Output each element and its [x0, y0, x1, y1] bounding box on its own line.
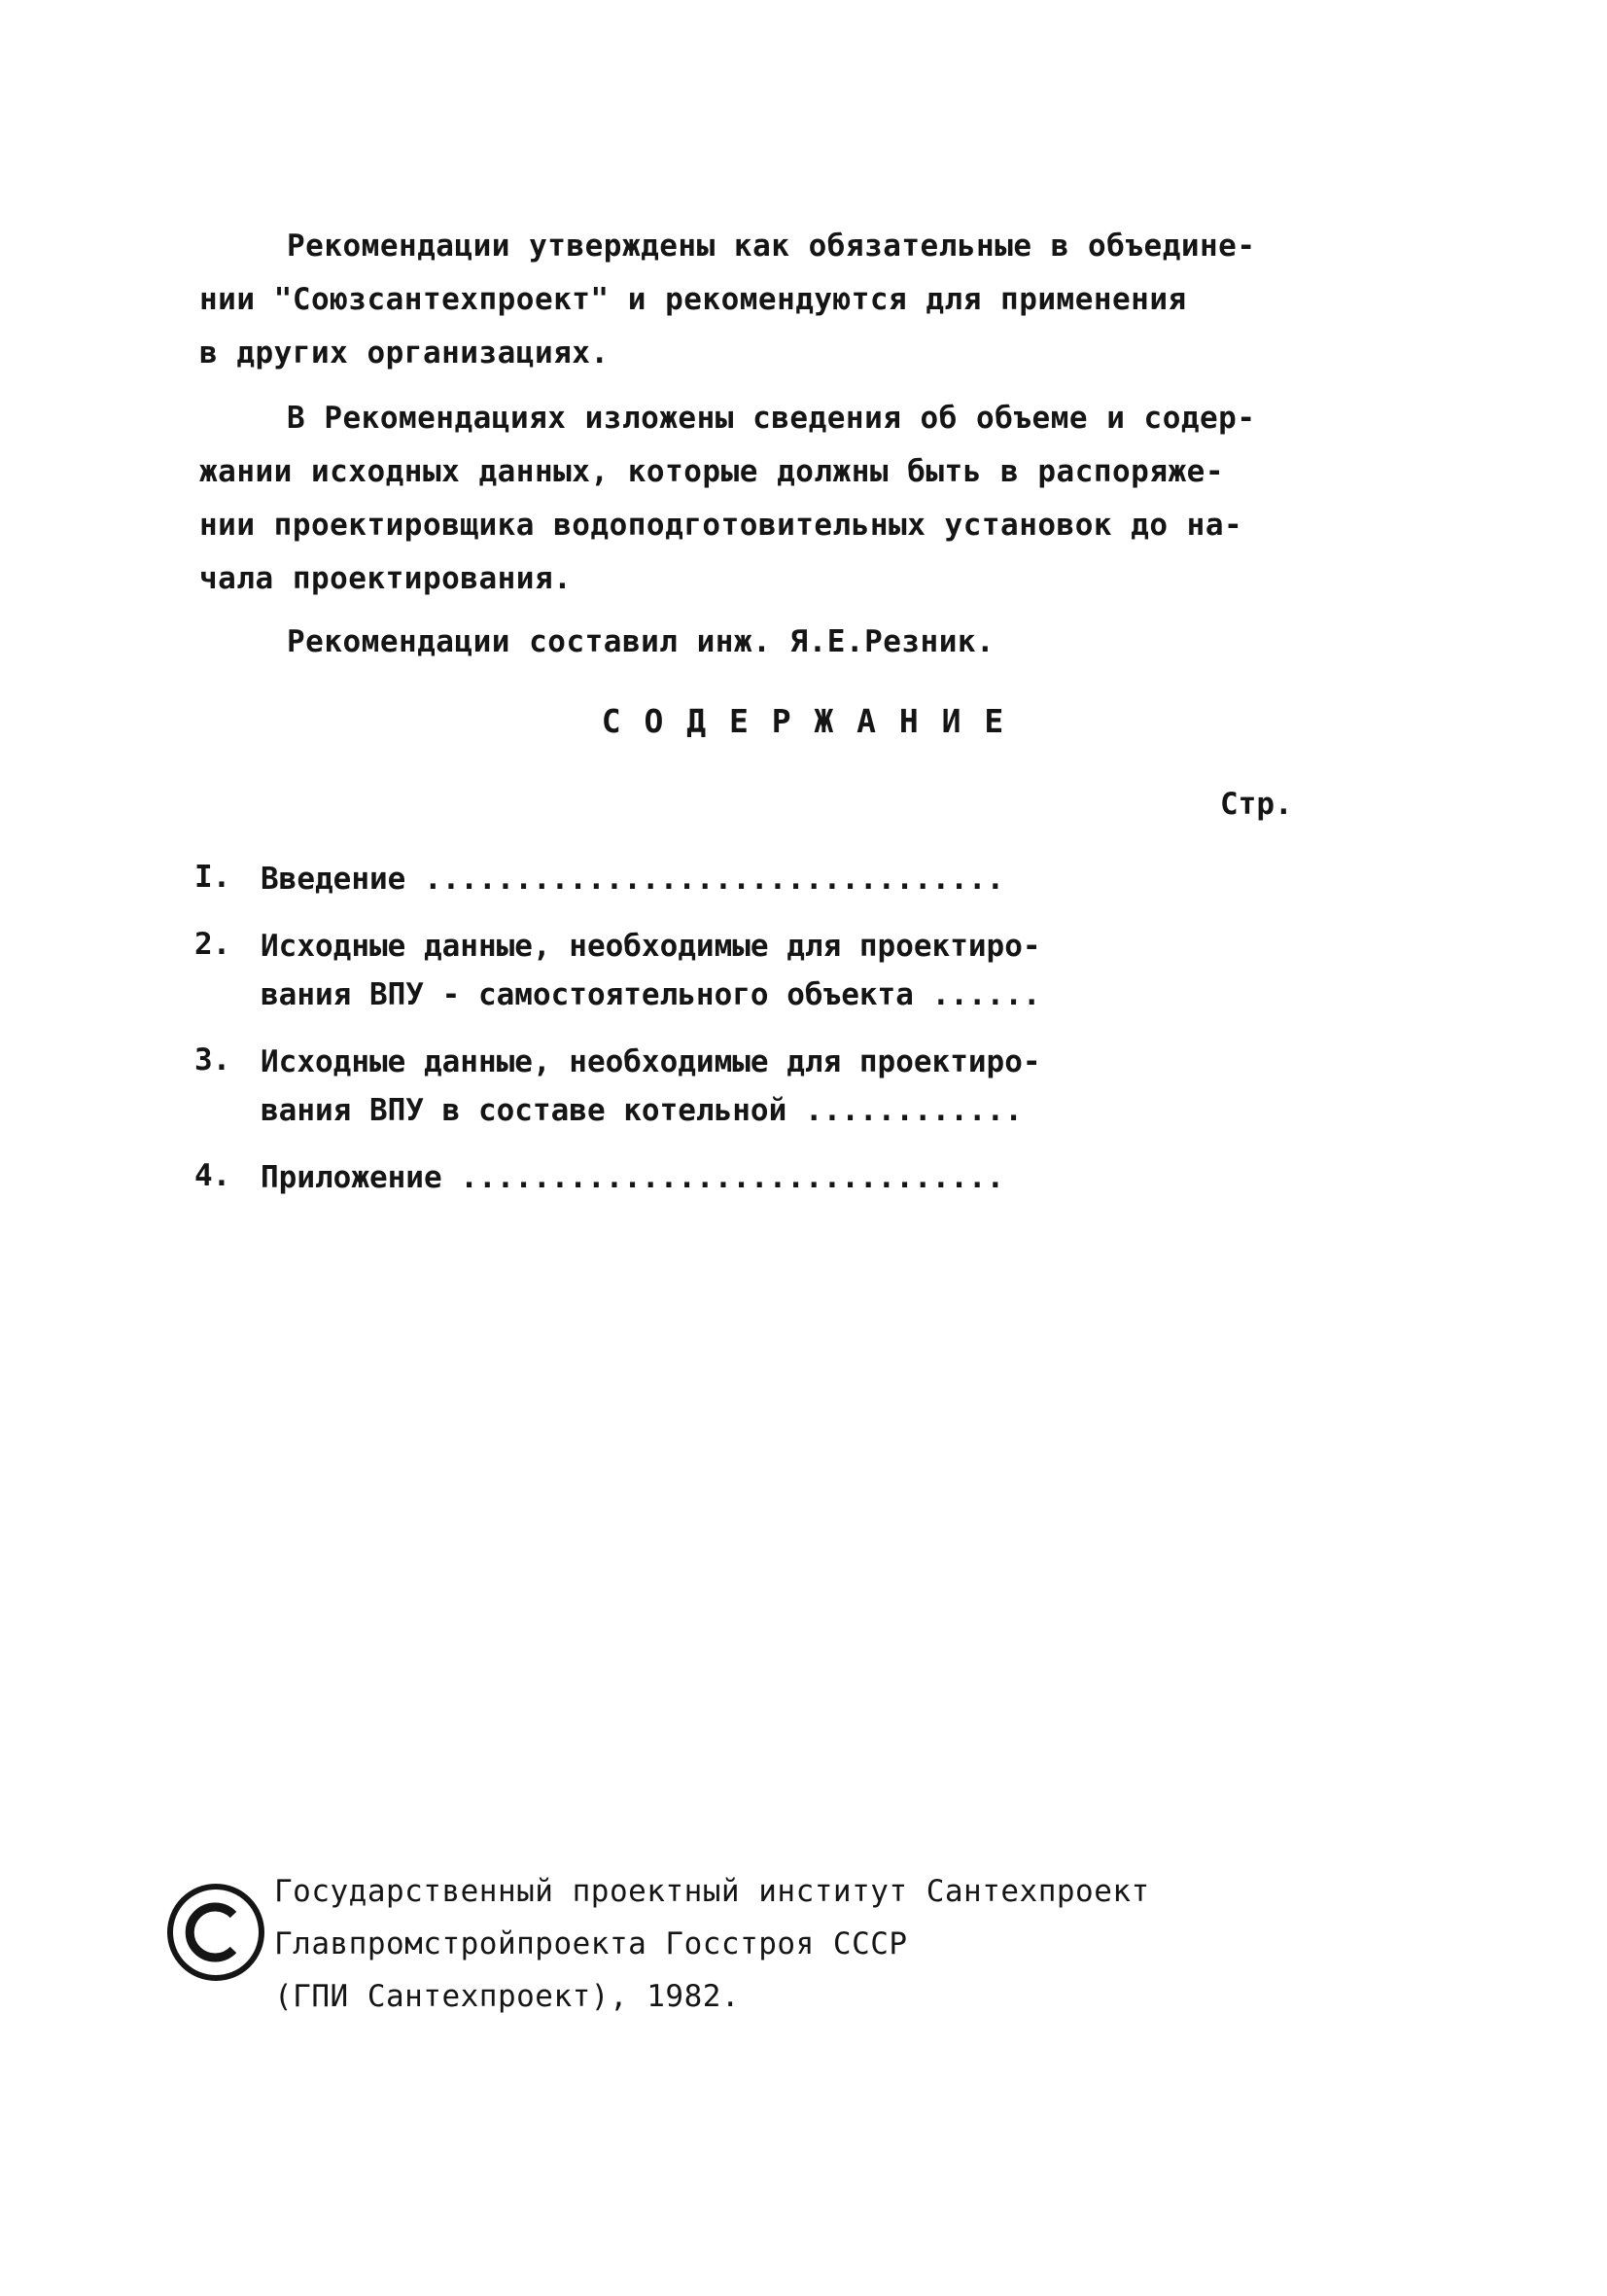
intro-paragraph2-line2: жании исходных данных, которые должны быть в распоряже-: [199, 454, 1224, 489]
intro-paragraph1-line3: в других организациях.: [199, 336, 610, 371]
contents-title: С О Д Е Р Ж А Н И Е: [601, 702, 1006, 740]
toc-item-title-line: Приложение ..............................: [261, 1160, 1005, 1195]
toc-item-number: 4.: [194, 1158, 231, 1193]
copyright-icon: [165, 1882, 266, 1983]
toc-item-title-line: вания ВПУ в составе котельной ............: [261, 1093, 1023, 1128]
author-line: Рекомендации составил инж. Я.Е.Резник.: [287, 624, 996, 659]
footer-line-year: (ГПИ Сантехпроект), 1982.: [274, 1979, 741, 2014]
intro-paragraph2-line3: нии проектировщика водоподготовительных установок до на-: [199, 508, 1243, 543]
toc-item-title-line: вания ВПУ - самостоятельного объекта ......: [261, 977, 1041, 1012]
toc-item-number: I.: [194, 860, 231, 895]
intro-paragraph2-line1: В Рекомендациях изложены сведения об объеме и содер-: [287, 401, 1256, 436]
intro-paragraph1-line2: нии "Союзсантехпроект" и рекомендуются для применения: [199, 282, 1187, 317]
toc-item-title-line: Введение ................................: [261, 862, 1005, 897]
footer-line-institute: Государственный проектный институт Сантехпроект: [274, 1874, 1150, 1909]
toc-item-number: 3.: [194, 1042, 231, 1077]
toc-item-title-line: Исходные данные, необходимые для проектиро-: [261, 929, 1041, 964]
footer-line-organization: Главпромстройпроекта Госстроя СССР: [274, 1926, 908, 1961]
intro-paragraph2-line4: чала проектирования.: [199, 561, 573, 596]
intro-paragraph1-line1: Рекомендации утверждены как обязательные в объедине-: [287, 229, 1256, 264]
page-column-label: Стр.: [1220, 787, 1293, 822]
toc-item-title-line: Исходные данные, необходимые для проектиро-: [261, 1044, 1041, 1079]
toc-item-number: 2.: [194, 927, 231, 962]
publisher-footer: [274, 1865, 1150, 2023]
